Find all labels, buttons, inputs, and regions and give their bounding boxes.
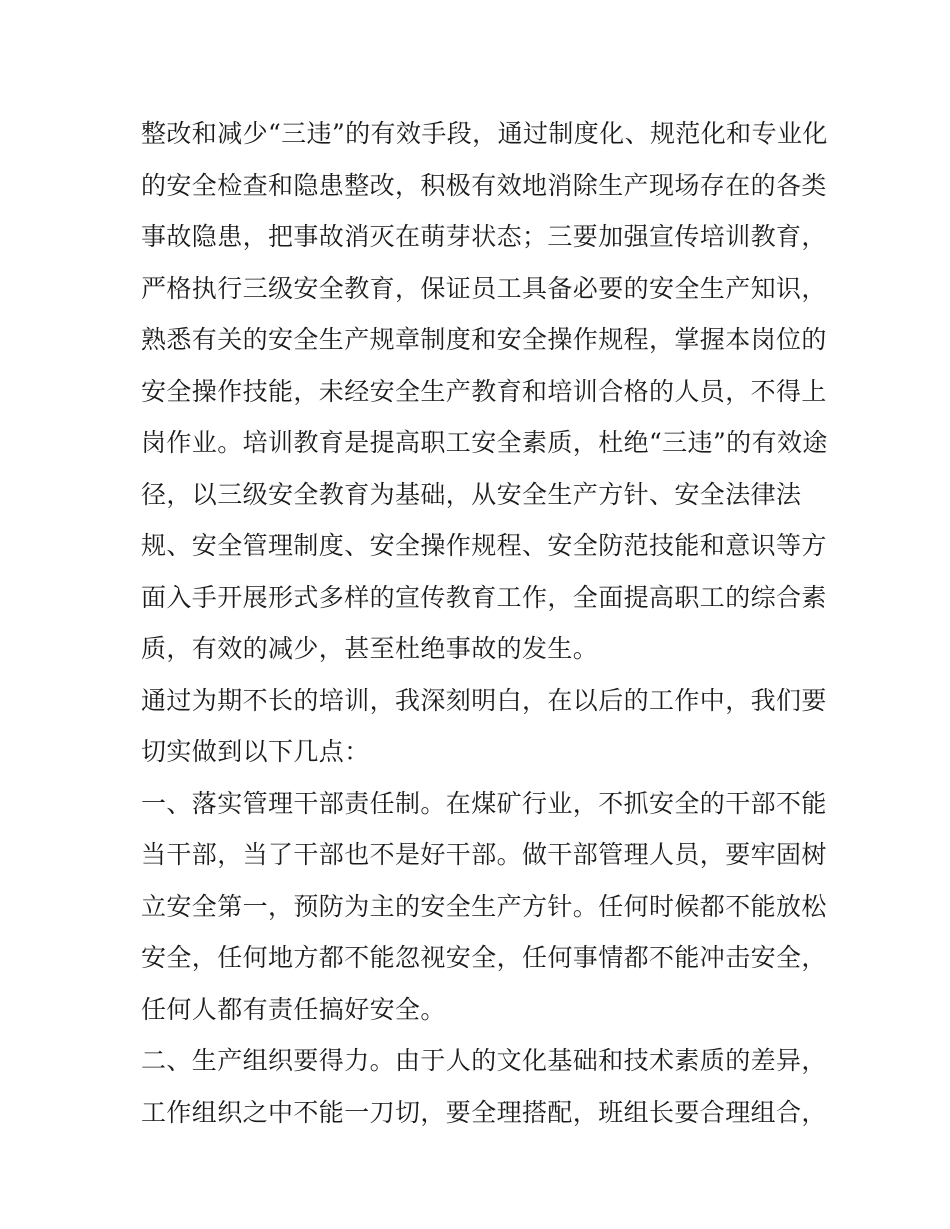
text-line: 二、生产组织要得力。由于人的文化基础和技术素质的差异， [141,1046,827,1075]
text-line: 质，有效的减少，甚至杜绝事故的发生。 [141,634,599,663]
text-line: 通过为期不长的培训，我深刻明白，在以后的工作中，我们要 [141,685,827,715]
text-line: 事故隐患，把事故消灭在萌芽状态；三要加强宣传培训教育， [141,222,827,251]
text-line: 规、安全管理制度、安全操作规程、安全防范技能和意识等方 [141,531,827,560]
text-line: 立安全第一，预防为主的安全生产方针。任何时候都不能放松 [141,891,827,921]
text-line: 岗作业。培训教育是提高职工安全素质，杜绝“三违”的有效途 [141,428,828,457]
text-line: 径，以三级安全教育为基础，从安全生产方针、安全法律法 [141,479,802,509]
text-line: 严格执行三级安全教育，保证员工具备必要的安全生产知识， [141,273,827,303]
text-line: 切实做到以下几点： [141,737,370,766]
text-line: 整改和减少“三违”的有效手段，通过制度化、规范化和专业化 [141,119,828,148]
text-line: 一、落实管理干部责任制。在煤矿行业，不抓安全的干部不能 [141,788,827,818]
document-body [141,108,828,1138]
text-line: 工作组织之中不能一刀切，要全理搭配，班组长要合理组合， [141,1097,827,1127]
text-line: 安全，任何地方都不能忽视安全，任何事情都不能冲击安全， [141,943,827,972]
text-line: 熟悉有关的安全生产规章制度和安全操作规程，掌握本岗位的 [141,325,827,354]
text-line: 任何人都有责任搞好安全。 [141,994,446,1024]
text-line: 的安全检查和隐患整改，积极有效地消除生产现场存在的各类 [141,170,827,200]
text-line: 面入手开展形式多样的宣传教育工作，全面提高职工的综合素 [141,582,827,612]
text-line: 当干部，当了干部也不是好干部。做干部管理人员，要牢固树 [141,840,827,869]
text-line: 安全操作技能，未经安全生产教育和培训合格的人员，不得上 [141,376,827,406]
